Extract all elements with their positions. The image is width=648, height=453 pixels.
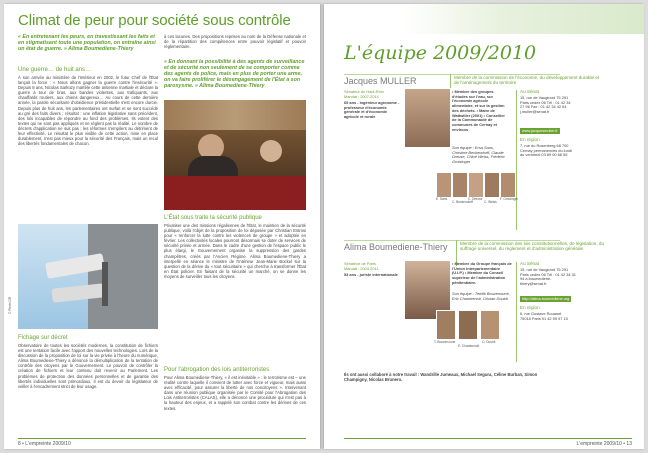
senate-seats	[164, 176, 306, 210]
column1b-text: Observatoire de toutes les sociétés modernes, la constitution de fichiers est une tentation facile avec l'apport des nouvelles technologies. Lors de la discussion de la proposition de loi sur la vie privée à l'heure du numérique, Alima Boumediene-Thiery a dénoncé la démultiplication de la tentation de contrôle des citoyens par le Gouvernement. Le pouvoir de contrôler la création de fichiers et leur contenu doit revenir au Parlement. Les problèmes de protection des données personnelles et de garantie des libertés individuelles sont primordiaux. Il est du devoir du législateur de veiller à l'encadrement strict de leur usage.	[18, 343, 158, 389]
lead-quote: « En entretenant les peurs, en travestissant les faits et en stigmatisant toute une population, on entraîne ainsi un état de guerre. » Alima Boumediene-Thiery	[18, 34, 156, 53]
team-photo-caption: C. Dreuse	[468, 197, 483, 201]
senate-photo	[164, 100, 306, 210]
muller-region-heading: En région	[520, 137, 540, 142]
boumediene-contact-divider	[516, 262, 517, 362]
subheading-securite: L'État sous traite la sécurité publique	[164, 215, 262, 221]
team-photo	[500, 172, 516, 198]
team-photo-caption: O. Douidi	[482, 340, 496, 344]
muller-name: Jacques MULLER	[344, 76, 417, 86]
right-page	[324, 4, 644, 449]
photo-credit: © Photo DR	[8, 296, 12, 314]
team-photo-caption: T. Bouzenoune	[434, 340, 456, 344]
boumediene-mandates: • Membre du Groupe français de l'Union Interparlementaire (U.I.P.) • Membre du Conseil supérieur de l'administration pénitentiaire.	[452, 261, 512, 285]
column2-text: Privatiser une des missions régaliennes de l'État, le maintien de la sécurité publique, voilà l'objet de la proposition de loi déposée par Christian Estrosi pour « renforcer la lutte contre les violences de groupe » et adoptée en février. Les collectivités locales pourront désormais se doter de services de sécurité privée et armée. Dans le cadre d'une gestion de l'espace public le plus élargi, le Gouvernement organise la suppression des gardes champêtres, créés par l'Ancien Régime. Alima Boumediene-Thiery a interpellé en séance le ministre de l'Intérieur Jean-Marie Bockel sur la question de la dérive du « tout sécuritaire » qui cherche à transformer l'État en État policier. En faisant de la sécurité un marché, on se donne les moyens de surveiller tous les citoyens.	[164, 223, 306, 279]
team-photo	[484, 172, 500, 198]
column1-text: À son arrivée au ministère de l'Intérieur en 2002, le futur Chef de l'État lançait la force : « Nous allons gagner la guerre contre l'insécurité ». Depuis 8 ans, Nicolas Sarkozy martèle cette antienne martiale et déclare la guerre à tour de bras, aux bandes violentes, aux trafiquants, aux chauffards routiers, aux chiens dangereux… Au cours de cette dernière année, la parole sécuritaire d'obédience présidentielle s'est encore durcie. Depuis plus de huit ans, les parlementaires ont surfait et se sont succédé au gré des faits divers ; résultat : une inflation législative sans précédent, des lois incapables de répondre au fond des problèmes. Ils votent des textes qui ne sont pas appliqués et ne règlent pas la réalité. Le nombre de décrets d'application ne suit pas ; les réformes s'empilent au détriment de leur effectivité. Le résultat le plus visible de cette action, mise en place durablement, n'est pas mieux pour la sécurité des Français, mais un recul des libertés fondamentales de chacun.	[18, 75, 158, 147]
muller-senate-address: 15, rue de Vaugirard 75 291 Paris cedex 06 Tél : 01 42 34 27 96 Fax : 01 42 34 42 64 j.muller@senat.fr	[520, 95, 571, 115]
muller-region-address: 7, rue du Rosenberg 68 700 Cernay permanences du lundi au vendredi 03 89 00 68 55	[520, 143, 572, 158]
muller-contact-divider	[516, 90, 517, 230]
page-title: Climat de peur pour société sous contrôle	[18, 12, 291, 29]
page-folio: 8 • L'empreinte 2009/10	[18, 441, 71, 447]
team-photo	[480, 310, 500, 340]
muller-senate-heading: Au Sénat	[520, 89, 539, 94]
muller-website-link[interactable]: www.jacquesmuller.fr	[522, 129, 558, 133]
team-photo-caption: F. Grotzinger	[500, 197, 519, 201]
team-photo-caption: C. Beckendorff	[452, 200, 474, 204]
boumediene-region-address: 6, rue Gustave Rouanet 75018 Paris 01 42 59 97 15	[520, 311, 568, 321]
team-photo-caption: E. Sans	[436, 197, 448, 201]
muller-meta-2: Mandat : 2007-2014	[344, 94, 379, 99]
team-title: L'équipe 2009/2010	[344, 42, 537, 64]
boumediene-senate-heading: Au Sénat	[520, 261, 539, 266]
subheading-antiterroristes: Pour l'abrogation des lois antiterroristes	[164, 367, 270, 373]
left-page	[4, 4, 320, 449]
subheading-guerre: Une guerre… de huit ans…	[18, 67, 92, 73]
team-photo	[436, 310, 456, 340]
senate-photo-background	[164, 100, 306, 130]
muller-role: Membre de la commission de l'économie, du développement durable et de l'aménagement du territoire	[454, 75, 600, 86]
boumediene-role: Membre de la commission des lois constitutionnelles, de législation, du suffrage universel, du règlement et d'administration générale	[460, 241, 605, 252]
boumediene-senate-address: 15, rue de Vaugirard 75 291 Paris cedex 06 Tél : 01 42 34 31 94 a.boumediene-thiery@senat.fr	[520, 267, 576, 287]
muller-portrait	[404, 88, 451, 148]
footer-rule	[344, 438, 632, 439]
column2-intro-text: à ces lacunes. Des propositions reprises au nom de la Défense nationale et de la répartition des compétences entre pouvoir législatif et pouvoir réglementaire.	[164, 34, 306, 50]
page-folio: L'empreinte 2009/10 • 13	[576, 441, 632, 447]
leaf-decoration	[404, 4, 644, 34]
team-photo	[458, 310, 478, 340]
boumediene-profile: 53 ans - juriste internationale	[344, 272, 398, 277]
muller-meta-1: Sénateur du Haut-Rhin	[344, 89, 384, 94]
muller-mandates: • Membre des groupes d'études sur l'eau, sur l'économie agricole alimentaire, et sur la gestion des déchets. • Maire de Wattwiller (2001) • Conseiller de la Communauté de communes de Cernay et environs	[452, 89, 505, 132]
team-photo	[468, 172, 484, 198]
team-photo	[436, 172, 452, 198]
team-photo-caption: C. Weiss	[484, 200, 497, 204]
team-photo	[452, 172, 468, 198]
contributors-note: Ils ont aussi collaboré à notre travail : Wandrille Jumeaux, Michael Segura, Céline Burban, Simon Champigny, Nicolas Brunero.	[344, 372, 538, 383]
listener-head	[260, 140, 282, 162]
muller-profile: 65 ans - ingénieur agronome - professeur d'économie générale et d'économie agricole et rurale	[344, 100, 400, 120]
subheading-fichage: Fichage sur décret	[18, 335, 68, 341]
boumediene-team: Son équipe : Tewfik Bouzenoune, Eric Chambenoit, Oïsnan Douidi.	[452, 291, 510, 301]
team-photo-caption: E. Chambenoit	[458, 344, 480, 348]
camera-mount	[102, 262, 108, 306]
boumediene-name: Alima Boumediene-Thiery	[344, 242, 448, 252]
building-wall	[88, 224, 158, 329]
boumediene-website-link[interactable]: http://alima-boumediene.org	[522, 297, 570, 301]
footer-rule	[18, 438, 306, 439]
muller-team: Son équipe : Ersa Sans, Christine Beckendorff, Claude Dreuse, Chloé Weiss, Frédéric Grotzinger	[452, 145, 505, 165]
boumediene-region-heading: En région	[520, 305, 540, 310]
boumediene-meta-1: Sénatrice de Paris	[344, 261, 376, 266]
column2c-text: Pour Alima Boumediene-Thiery, « il est inévitable » : le terrorisme est – une réalité contre laquelle il convient de lutter avec force et vigueur, mais aussi avec efficacité, pour assurer la liberté de nos concitoyens ». Intervenant dans une réunion publique organisée par le Comité pour l'Abrogation des Lois Antiterroristes (CALAS), elle a dénoncé une procédure qui n'est pas à la hauteur des enjeux, et a rappelé son combat contre les dérives de ces textes.	[164, 375, 306, 411]
pull-quote: « En donnant la possibilité à des agents de surveillance et de sécurité non seulement de se comporter comme des agents de police, mais en plus de porter une arme, on va faire proliférer le désengagement de l'État à son paroxysme. » Alima Boumediene-Thiery	[164, 59, 305, 90]
camera-photo	[18, 224, 158, 329]
boumediene-meta-2: Mandat : 2004-2011	[344, 266, 379, 271]
